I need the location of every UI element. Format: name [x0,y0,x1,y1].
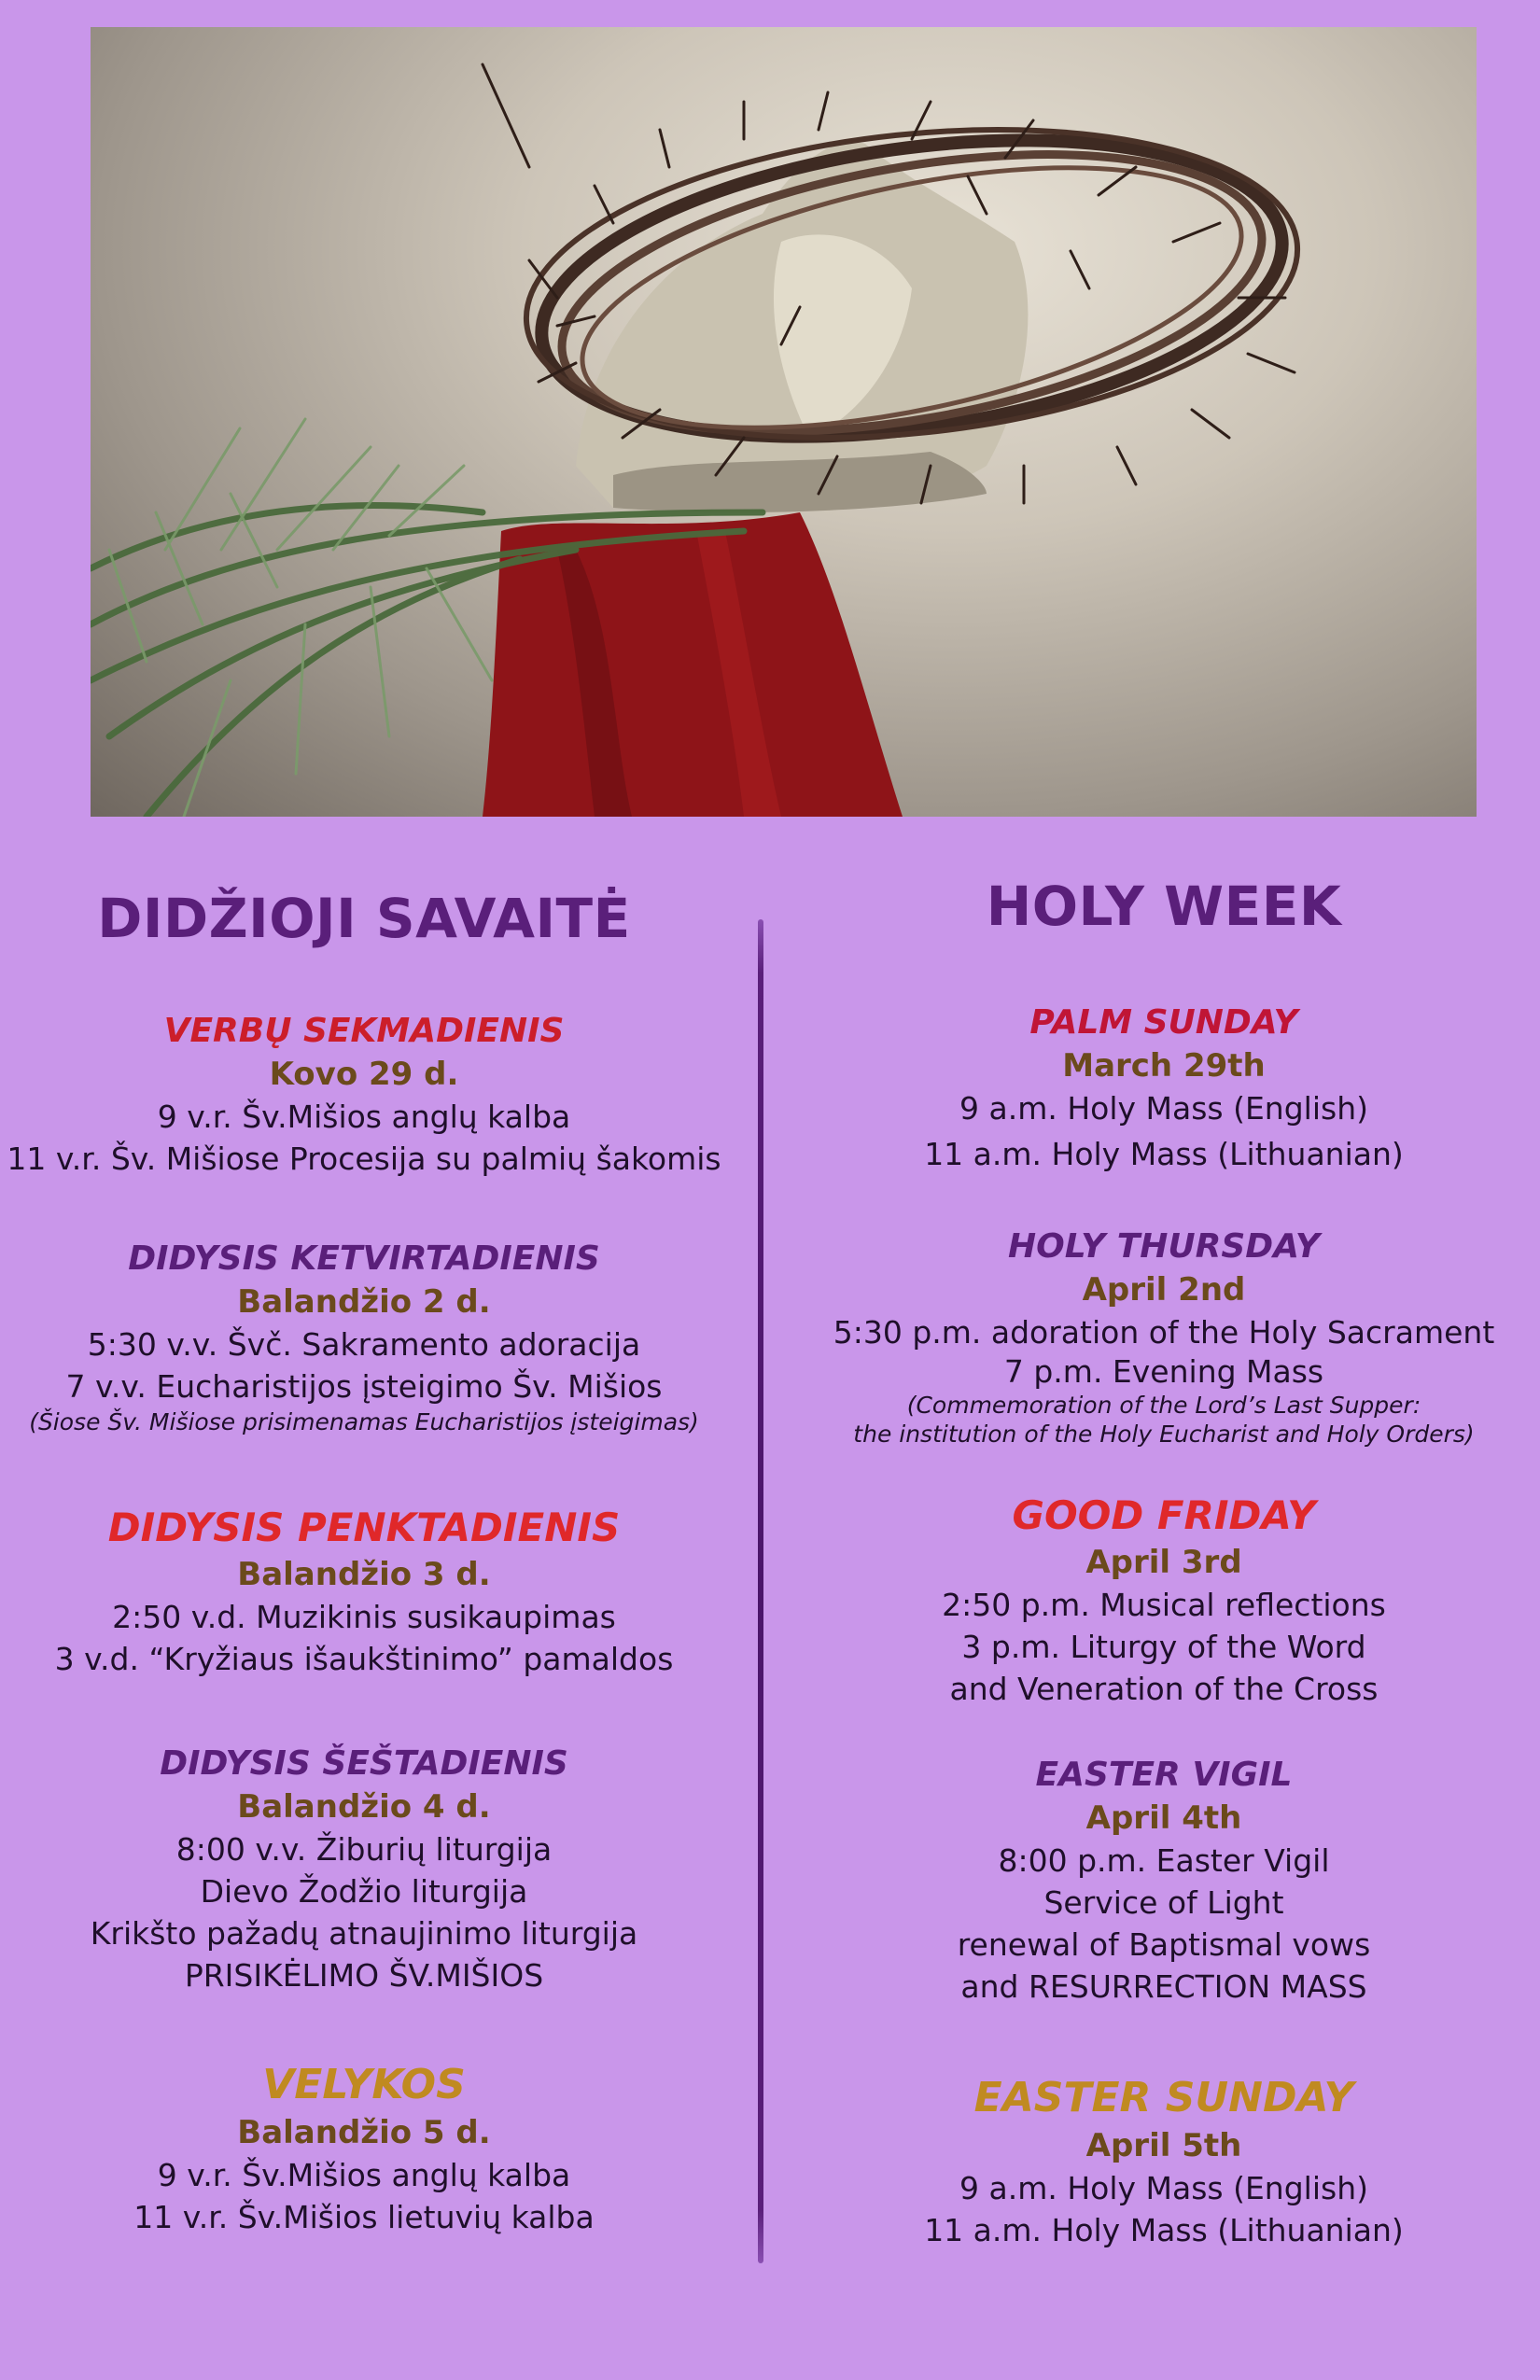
section-title: PALM SUNDAY [1029,1003,1298,1042]
easter-lt [0,2059,728,2238]
schedule-note: (Šiose Šv. Mišiose prisimenamas Eucharistijos įsteigimas) [29,1408,699,1435]
schedule-line: 11 v.r. Šv. Mišiose Procesija su palmių šakomis [7,1141,721,1177]
easter-sunday-en [800,2072,1528,2251]
section-date: Kovo 29 d. [269,1056,459,1093]
schedule-line: 3 v.d. “Kryžiaus išaukštinimo” pamaldos [54,1641,674,1677]
good-friday-lt [0,1503,728,1680]
section-date: March 29th [1062,1047,1266,1085]
schedule-line: and Veneration of the Cross [949,1671,1379,1707]
schedule-line: 8:00 v.v. Žiburių liturgija [175,1831,553,1868]
holy-thursday-en [800,1225,1528,1449]
schedule-line: 7 v.v. Eucharistijos įsteigimo Šv. Mišios [65,1368,663,1405]
section-title: DIDYSIS PENKTADIENIS [107,1505,621,1550]
schedule-line: Service of Light [1043,1884,1284,1921]
schedule-line: 9 a.m. Holy Mass (English) [959,1090,1368,1127]
holy-saturday-lt [0,1743,728,1996]
palm-sunday-lt [0,1010,728,1180]
schedule-line: 9 a.m. Holy Mass (English) [959,2170,1368,2206]
schedule-line: PRISIKĖLIMO ŠV.MIŠIOS [184,1957,544,1994]
schedule-line: 7 p.m. Evening Mass [1003,1353,1324,1390]
schedule-line: 11 a.m. Holy Mass (Lithuanian) [924,2212,1404,2248]
section-date: April 2nd [1082,1271,1246,1309]
schedule-line: Krikšto pažadų atnaujinimo liturgija [90,1915,638,1952]
schedule-line: renewal of Baptismal vows [957,1926,1371,1963]
easter-vigil-en [800,1754,1528,2008]
good-friday-en [800,1491,1528,1710]
section-date: Balandžio 5 d. [237,2114,491,2151]
section-title: DIDYSIS KETVIRTADIENIS [128,1239,600,1278]
column-divider [758,919,763,2263]
holy-thursday-lt [0,1238,728,1436]
schedule-line: 9 v.r. Šv.Mišios anglų kalba [157,2157,571,2193]
section-title: VERBŲ SEKMADIENIS [163,1012,565,1050]
schedule-line: 2:50 p.m. Musical reflections [942,1587,1386,1623]
section-title: EASTER VIGIL [1035,1756,1293,1794]
palm-sunday-en [800,1001,1528,1175]
section-date: April 4th [1085,1799,1242,1837]
schedule-line: 9 v.r. Šv.Mišios anglų kalba [157,1099,571,1135]
section-date: Balandžio 4 d. [237,1788,491,1826]
section-title: GOOD FRIDAY [1012,1492,1316,1538]
section-title: HOLY THURSDAY [1008,1227,1320,1266]
english-heading: HOLY WEEK [986,875,1342,938]
section-title: EASTER SUNDAY [973,2074,1354,2121]
photo-illustration [91,27,1477,817]
schedule-line: 5:30 p.m. adoration of the Holy Sacrament [833,1314,1495,1351]
schedule-note: the institution of the Holy Eucharist and Holy Orders) [853,1421,1475,1448]
schedule-line: and RESURRECTION MASS [960,1968,1367,2005]
section-title: VELYKOS [262,2061,466,2108]
schedule-line: 2:50 v.d. Muzikinis susikaupimas [112,1599,616,1635]
crown-of-thorns-photo [91,27,1477,817]
section-title: DIDYSIS ŠEŠTADIENIS [160,1744,568,1783]
schedule-note: (Commemoration of the Lord’s Last Supper: [906,1392,1421,1419]
schedule-line: 3 p.m. Liturgy of the Word [961,1629,1366,1665]
schedule-line: Dievo Žodžio liturgija [200,1873,528,1910]
schedule-line: 5:30 v.v. Švč. Sakramento adoracija [87,1326,641,1363]
lithuanian-heading: DIDŽIOJI SAVAITĖ [97,887,631,950]
schedule-line: 8:00 p.m. Easter Vigil [998,1842,1330,1879]
section-date: Balandžio 2 d. [237,1283,491,1321]
schedule-line: 11 v.r. Šv.Mišios lietuvių kalba [133,2199,595,2235]
section-date: April 3rd [1085,1544,1242,1581]
schedule-line: 11 a.m. Holy Mass (Lithuanian) [924,1136,1404,1172]
section-date: Balandžio 3 d. [237,1556,491,1593]
section-date: April 5th [1085,2127,1242,2164]
